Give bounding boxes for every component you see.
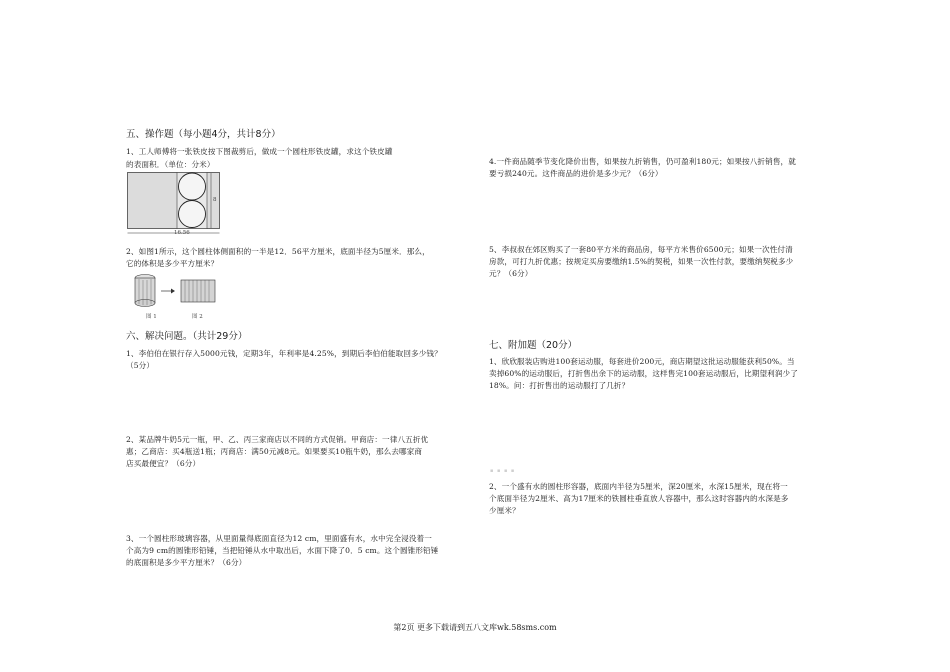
fig2-label-1: 图 1 [146,314,157,320]
fig1-dim-bottom: 16.56 [174,230,190,236]
section6-title: 六、解决问题。（共计29分） [126,331,248,342]
section5-title: 五、操作题（每小题4分，共计8分） [126,129,281,140]
cylinder-figure [133,273,233,315]
section7-q2-line3: 少厘米？ [489,506,520,515]
right-q5-line1: 5、李叔叔在郊区购买了一套80平方米的商品房，每平方米售价6500元；如果一次性付清 [489,245,793,254]
section6-q2-line1: 2、某品牌牛奶5元一瓶，甲、乙、丙三家商店以不同的方式促销。甲商店：一律八五折优 [126,435,429,444]
right-q4-line2: 要亏损240元。这件商品的进价是多少元？（6分） [489,169,663,178]
sheet-cut-diagram [127,172,227,238]
section5-q1-line2: 的表面积．（单位：分米） [126,160,215,169]
section6-q3-line2: 个高为9 cm的圆锥形铅锤，当把铅锤从水中取出后，水面下降了0．5 cm。这个圆锥形铅锤 [126,546,439,555]
section5-q2-line1: 2、如图1所示，这个圆柱体侧面积的一半是12．56平方厘米，底面半径为5厘米．那么， [126,247,430,256]
section6-q2-line2: 惠；乙商店：买4瓶送1瓶；丙商店：满50元减8元。如果要买10瓶牛奶，那么去哪家商 [126,447,423,456]
right-q5-line3: 元？（6分） [489,269,533,278]
fig1-dim-side: 8 [213,197,217,203]
section6-q3-line1: 3、一个圆柱形玻璃容器，从里面量得底面直径为12 cm，里面盛有水，水中完全浸没着一 [126,534,432,543]
cylinder-diagram [133,273,233,311]
section7-q1-line2: 卖掉60%的运动服后，打折售出余下的运动服，这样售完100套运动服后，比期望利润少了 [489,369,798,378]
section7-title: 七、附加题（20分） [489,340,578,351]
page-footer: 第2页 更多下载请到五八文库wk.58sms.com [393,623,557,632]
section6-q3-line3: 的底面积是多少平方厘米？（6分） [126,558,247,567]
section6-q1-line2: （5分） [126,361,155,370]
right-q4-line1: 4.一件商品随季节变化降价出售，如果按九折销售，仍可盈利180元；如果按八折销售，就 [489,157,796,166]
section7-q1-line1: 1、欣欣服装店购进100套运动服，每套进价200元，商店期望这批运动服能获利50%。当 [489,357,795,366]
section6-q2-line3: 店买最便宜？（6分） [126,459,201,468]
fig2-label-2: 图 2 [192,314,203,320]
section7-q2-line1: 2、一个盛有水的圆柱形容器，底面内半径为5厘米，深20厘米，水深15厘米，现在将一 [489,482,788,491]
section7-q2-line2: 个底面半径为2厘米、高为17厘米的铁圆柱垂直放人容器中，那么这时容器内的水深是多 [489,494,789,503]
faint-marks: ▪ ▪ ▪ ▪ [490,468,516,474]
section6-q1-line1: 1、李伯伯在银行存入5000元钱，定期3年，年利率是4.25%，到期后李伯伯能取回多少钱？ [126,349,442,358]
section7-q1-line3: 18%。问：打折售出的运动服打了几折？ [489,381,630,390]
right-q5-line2: 房款，可打九折优惠；按规定买房要缴纳1.5%的契税，如果一次性付款，要缴纳契税多少 [489,257,794,266]
section5-q1-line1: 1、工人师傅将一张铁皮按下图裁剪后，做成一个圆柱形铁皮罐，求这个铁皮罐 [126,147,393,156]
section5-q2-line2: 它的体积是多少平方厘米？ [126,259,219,268]
